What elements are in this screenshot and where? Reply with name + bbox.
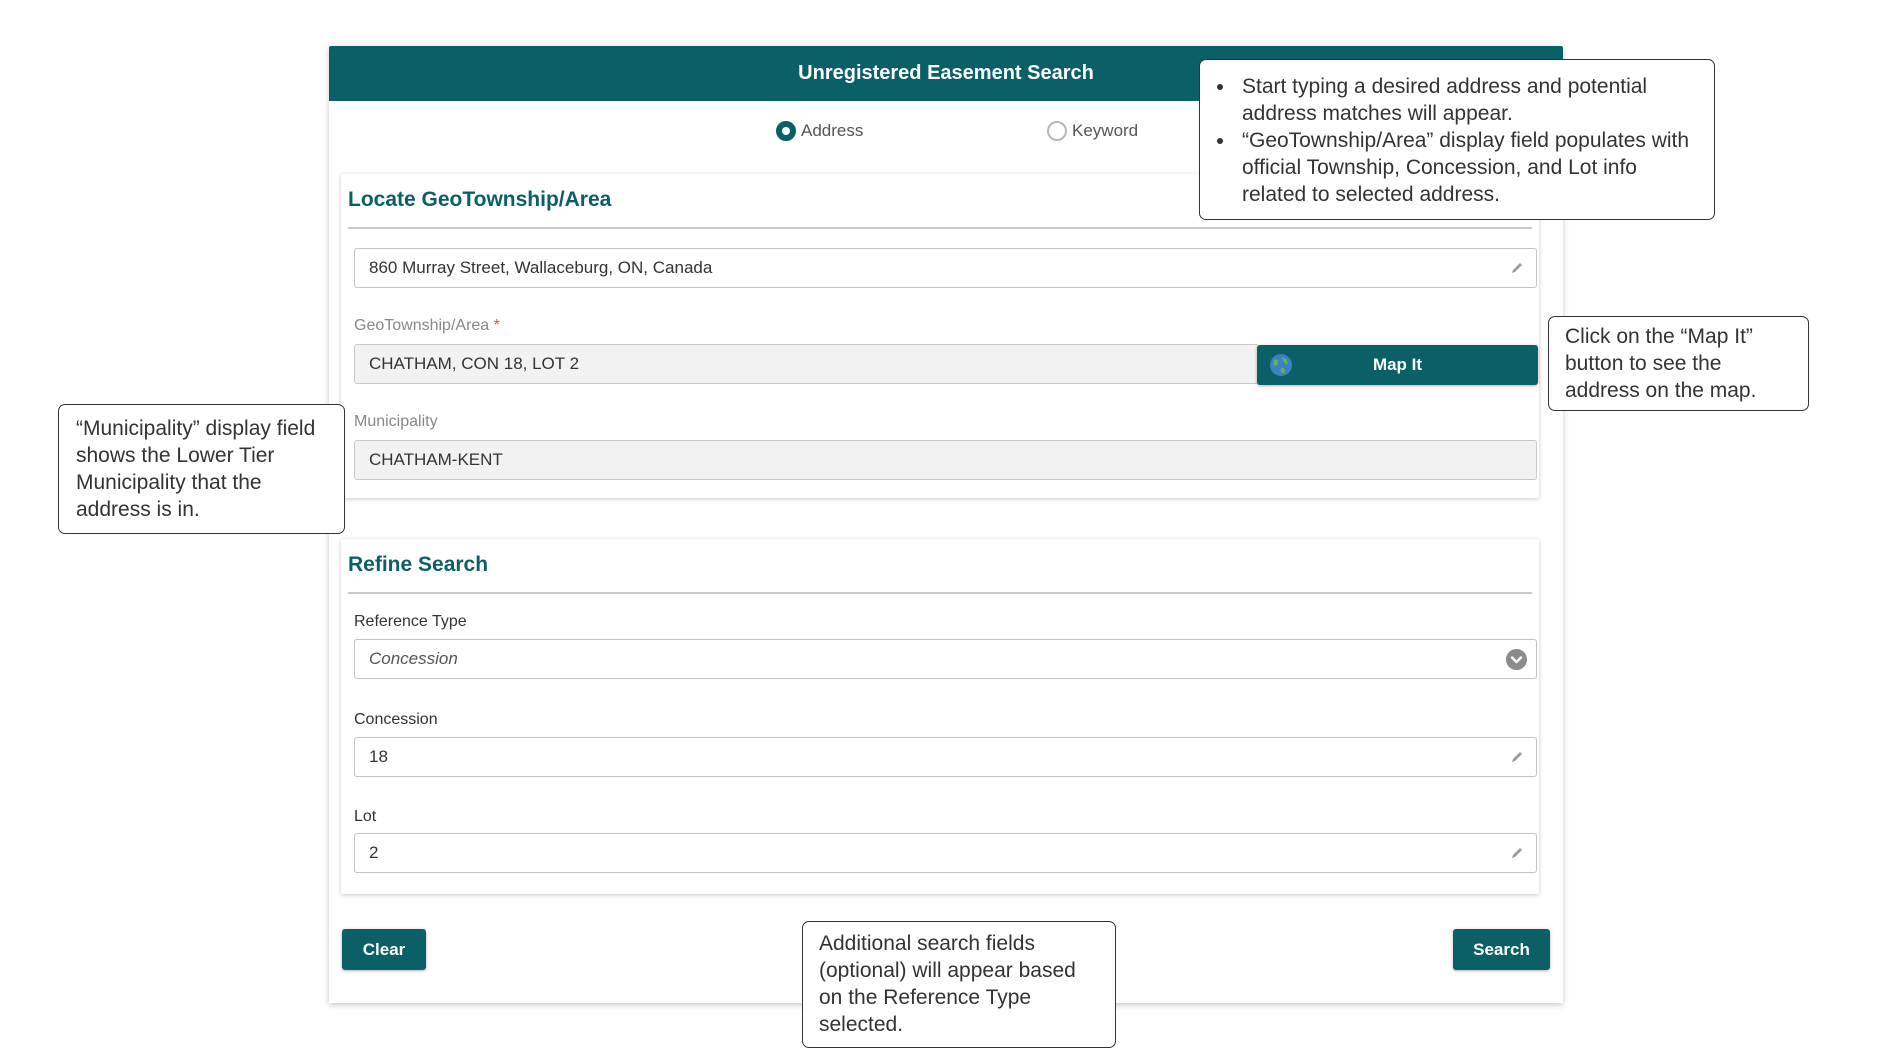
address-radio[interactable]	[776, 121, 863, 141]
pencil-icon	[1510, 261, 1524, 275]
page-title: Unregistered Easement Search	[329, 46, 1563, 101]
lot-label: Lot	[354, 808, 377, 825]
geotownship-value: CHATHAM, CON 18, LOT 2	[369, 354, 580, 373]
callout-address-tip	[1199, 59, 1715, 220]
address-value: 860 Murray Street, Wallaceburg, ON, Canada	[369, 258, 713, 277]
keyword-radio-label: Keyword	[1072, 121, 1139, 140]
callout-bullet: • “GeoTownship/Area” display field populates with official Township, Concession, and Lot info related to selected address.	[1236, 127, 1702, 208]
municipality-field	[354, 440, 1537, 480]
municipality-value: CHATHAM-KENT	[369, 450, 503, 469]
map-it-button[interactable]	[1257, 345, 1538, 385]
keyword-radio[interactable]	[1047, 121, 1138, 141]
geotownship-label: GeoTownship/Area *	[354, 317, 500, 334]
lot-input[interactable]	[354, 833, 1537, 873]
divider	[348, 227, 1532, 229]
clear-button[interactable]: Clear	[342, 929, 426, 970]
radio-unselected-icon	[1047, 121, 1067, 141]
required-marker: *	[493, 317, 500, 334]
concession-value: 18	[369, 747, 388, 766]
refine-search-card	[341, 539, 1539, 894]
globe-icon	[1269, 353, 1293, 377]
callout-bullet: • Start typing a desired address and potential address matches will appear.	[1236, 73, 1702, 127]
pencil-icon	[1510, 846, 1524, 860]
reference-type-select[interactable]	[354, 639, 1537, 679]
geotownship-field	[354, 344, 1259, 384]
divider	[348, 592, 1532, 594]
concession-input[interactable]	[354, 737, 1537, 777]
address-input[interactable]	[354, 248, 1537, 288]
municipality-label: Municipality	[354, 413, 438, 430]
search-button[interactable]: Search	[1453, 929, 1550, 970]
map-it-label: Map It	[1372, 355, 1423, 374]
concession-label: Concession	[354, 711, 438, 728]
reference-type-label: Reference Type	[354, 613, 467, 630]
radio-selected-icon	[776, 121, 796, 141]
lot-value: 2	[369, 843, 379, 862]
locate-geotownship-card	[341, 174, 1539, 498]
callout-additional-fields: Additional search fields (optional) will appear based on the Reference Type selected.	[802, 921, 1116, 1048]
locate-card-title: Locate GeoTownship/Area	[348, 188, 612, 211]
reference-type-value: Concession	[369, 649, 458, 668]
callout-municipality: “Municipality” display field shows the Lower Tier Municipality that the address is in.	[58, 404, 345, 534]
chevron-down-icon	[1506, 649, 1527, 670]
refine-card-title: Refine Search	[348, 553, 489, 576]
address-radio-label: Address	[801, 121, 864, 140]
pencil-icon	[1510, 750, 1524, 764]
callout-map-it: Click on the “Map It” button to see the address on the map.	[1548, 316, 1809, 411]
